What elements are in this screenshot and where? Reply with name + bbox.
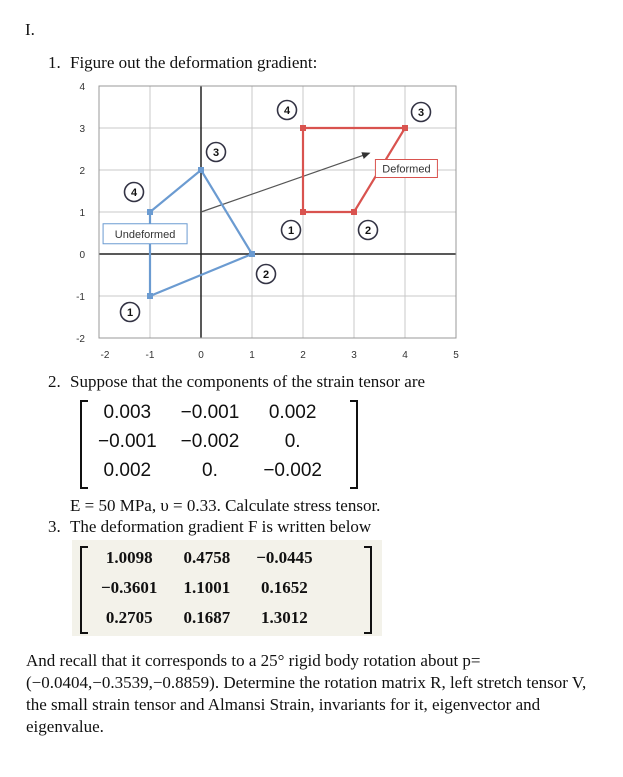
x-tick-label: 4: [402, 350, 408, 361]
undeformed-shape-vertex-marker: [249, 251, 255, 257]
x-tick-label: -1: [145, 350, 155, 361]
undeformed-vertex-label-number: 4: [130, 187, 138, 199]
deformed-label: Deformed: [382, 163, 431, 176]
x-tick-label: 5: [453, 350, 459, 361]
deformed-shape-vertex-marker: [402, 125, 408, 131]
f-cell: −0.0445: [256, 548, 313, 567]
y-tick-label: 4: [79, 82, 85, 93]
f-cell: 1.1001: [183, 578, 231, 597]
strain-matrix-row: [86, 398, 334, 427]
y-tick-label: 2: [79, 166, 85, 177]
strain-cell: −0.002: [263, 459, 322, 481]
f-matrix-left-bracket: [80, 546, 88, 634]
y-tick-label: -2: [76, 334, 85, 345]
strain-cell: 0.: [202, 459, 218, 481]
deformed-shape-vertex-marker: [351, 209, 357, 215]
x-tick-label: -2: [100, 350, 110, 361]
question-1-text: Figure out the deformation gradient:: [70, 53, 318, 72]
y-tick-label: 0: [79, 250, 85, 261]
undeformed-vertex-label-number: 2: [262, 269, 270, 281]
f-matrix-right-bracket: [364, 546, 372, 634]
undeformed-vertex-label-number: 3: [212, 147, 220, 159]
strain-cell: −0.001: [180, 401, 240, 423]
strain-cell: 0.003: [103, 401, 152, 423]
f-cell: 0.2705: [105, 608, 153, 627]
f-cell: −0.3601: [101, 578, 158, 597]
y-tick-label: 1: [79, 208, 85, 219]
strain-matrix-right-bracket: [350, 400, 358, 489]
strain-matrix-row: [86, 427, 334, 456]
strain-matrix: [86, 398, 334, 485]
material-parameters: E = 50 MPa, υ = 0.33. Calculate stress tensor.: [70, 496, 381, 515]
f-cell: 0.1687: [183, 608, 231, 627]
x-tick-label: 0: [198, 350, 204, 361]
question-1-number: 1.: [48, 53, 61, 72]
deformed-vertex-label-number: 1: [287, 225, 295, 237]
deformed-vertex-label-number: 4: [283, 105, 291, 117]
undeformed-shape-vertex-marker: [147, 209, 153, 215]
deformed-vertex-label-number: 2: [364, 225, 372, 237]
displacement-arrow: [201, 153, 369, 212]
y-tick-label: -1: [76, 292, 85, 303]
x-tick-label: 2: [300, 350, 306, 361]
y-tick-label: 3: [79, 124, 85, 135]
f-cell: 1.0098: [105, 548, 153, 567]
f-cell: 0.4758: [183, 548, 231, 567]
f-cell: 0.1652: [261, 578, 308, 597]
section-label: I.: [25, 20, 35, 39]
f-matrix: [88, 543, 326, 633]
deformation-figure: [60, 78, 480, 373]
undeformed-vertex-label-number: 1: [126, 307, 134, 319]
question-3-number: 3.: [48, 517, 61, 536]
strain-cell: 0.002: [268, 401, 317, 423]
f-matrix-row: [88, 543, 326, 573]
f-cell: 1.3012: [261, 608, 308, 627]
closing-paragraph: And recall that it corresponds to a 25° rigid body rotation about p=(−0.0404,−0.3539,−0.8859). Determine the rotation matrix R, left stretch tensor V, the small strain tensor and Almansi Strain, invariants for it, eigenvector and eigenvalue.: [26, 651, 587, 736]
question-2-number: 2.: [48, 372, 61, 391]
strain-cell: 0.: [284, 430, 301, 452]
strain-cell: −0.001: [98, 430, 157, 452]
question-2-text: Suppose that the components of the strain tensor are: [70, 372, 426, 391]
deformed-shape-vertex-marker: [300, 209, 306, 215]
question-3-text: The deformation gradient F is written below: [70, 517, 372, 536]
undeformed-shape-vertex-marker: [147, 293, 153, 299]
f-matrix-row: [88, 603, 326, 633]
x-tick-label: 1: [249, 350, 255, 361]
strain-matrix-row: [86, 456, 334, 485]
strain-cell: −0.002: [180, 430, 240, 452]
undeformed-label: Undeformed: [114, 228, 176, 241]
undeformed-shape-vertex-marker: [198, 167, 204, 173]
x-tick-label: 3: [351, 350, 357, 361]
strain-cell: 0.002: [103, 459, 152, 481]
deformed-shape-vertex-marker: [300, 125, 306, 131]
deformed-vertex-label-number: 3: [417, 107, 425, 119]
f-matrix-row: [88, 573, 326, 603]
